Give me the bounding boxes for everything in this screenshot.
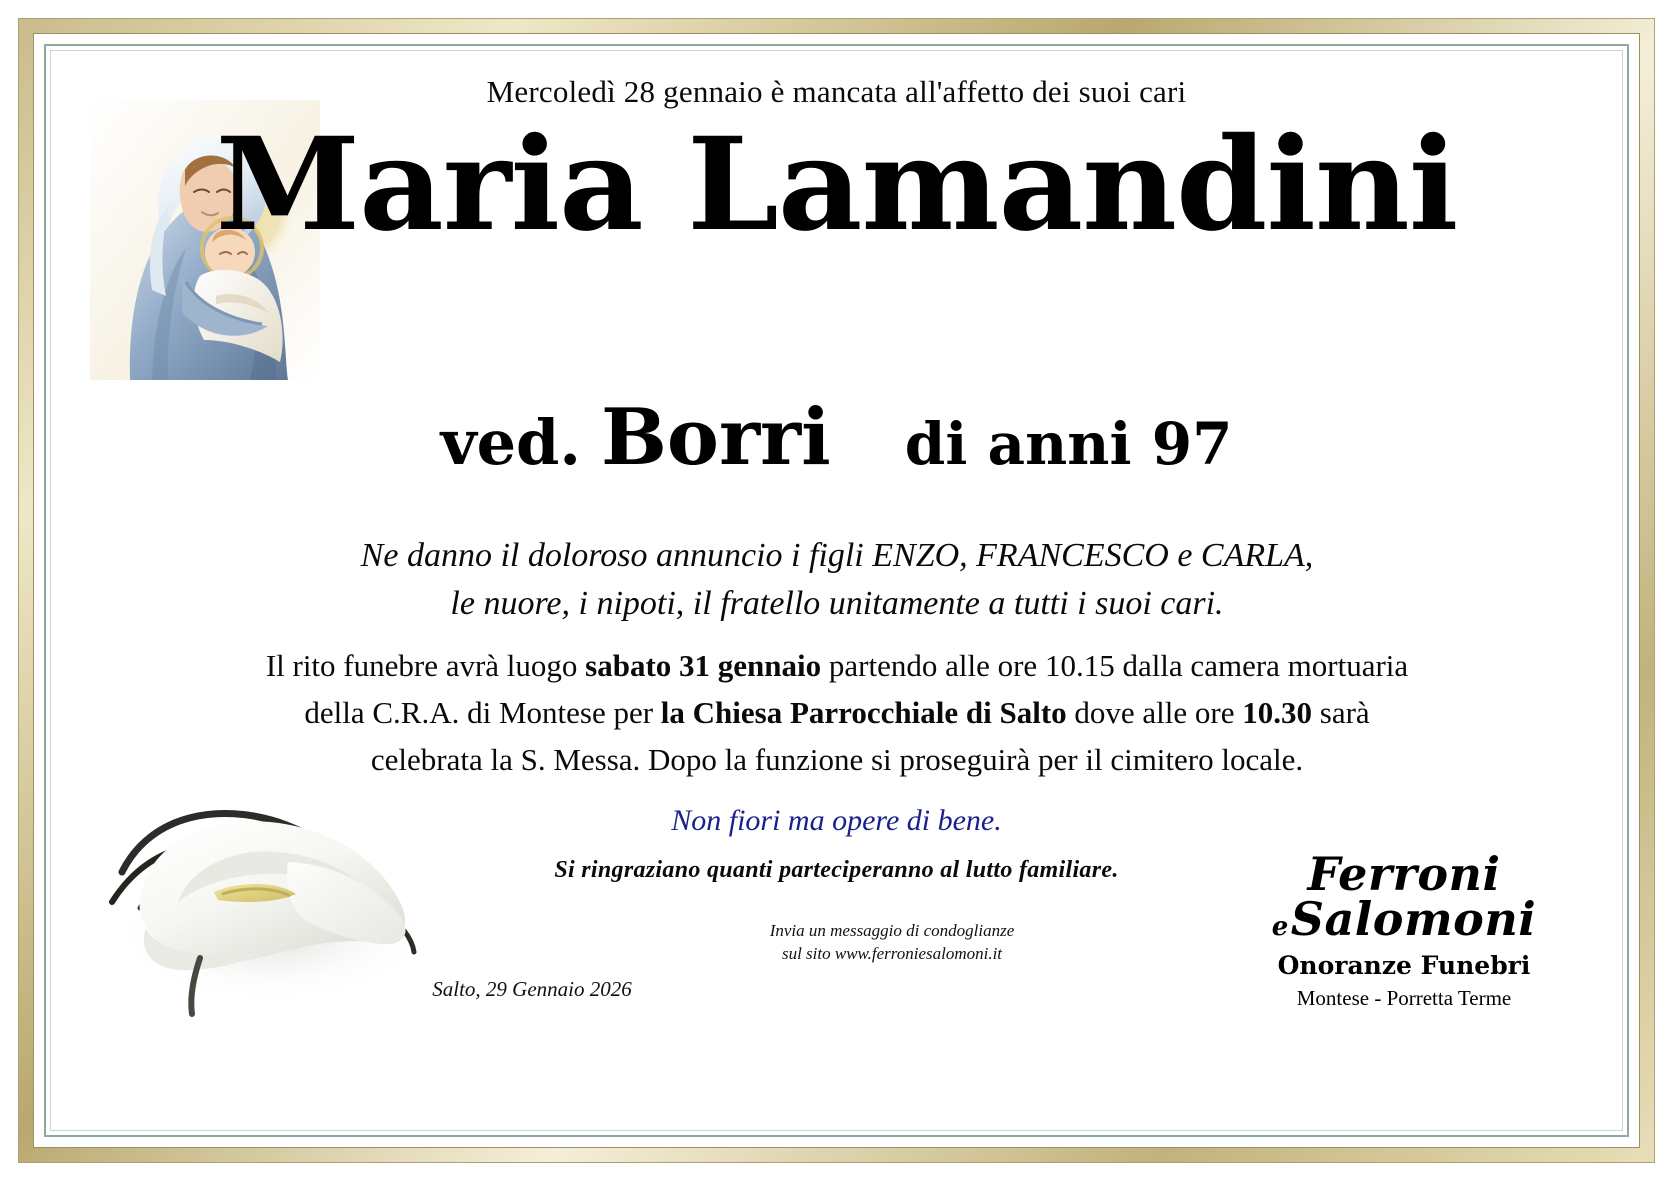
- place-and-date: Salto, 29 Gennaio 2026: [432, 977, 632, 1001]
- deceased-name: Maria Lamandini: [215, 110, 1458, 260]
- announcement-line-2: le nuore, i nipoti, il fratello unitamente a tutti i suoi cari.: [450, 585, 1224, 623]
- agency-subtitle: Onoranze Funebri: [1277, 951, 1531, 981]
- funeral-details-line-1: [152, 642, 1522, 689]
- rite-church: la Chiesa Parrocchiale di Salto: [660, 695, 1067, 731]
- rite-text-e: dove alle ore: [1066, 695, 1243, 731]
- rite-text-f: sarà: [1312, 695, 1370, 731]
- age-label: di anni 97: [904, 410, 1233, 478]
- rite-text-d: della C.R.A. di Montese per: [304, 695, 661, 731]
- agency-name-salomoni: Salomoni: [1290, 892, 1537, 947]
- married-surname: Borri: [601, 392, 831, 483]
- agency-name-line-2: [1239, 892, 1569, 947]
- funeral-agency-logo: [1239, 847, 1569, 1011]
- announcement-line-1: Ne danno il doloroso annuncio i figli ENZO, FRANCESCO e CARLA,: [360, 537, 1314, 574]
- agency-connector: e: [1271, 912, 1289, 943]
- rite-text-a: Il rito funebre avrà luogo: [265, 648, 586, 683]
- condolence-line-2: sul sito www.ferroniesalomoni.it: [781, 943, 1003, 963]
- funeral-details-line-2: [152, 689, 1522, 736]
- widow-label: ved.: [440, 406, 581, 479]
- announcement-text: [172, 532, 1502, 629]
- agency-towns: Montese - Porretta Terme: [1296, 986, 1512, 1011]
- no-flowers-note: Non fiori ma opere di bene.: [671, 804, 1002, 837]
- notice-content: [52, 52, 1621, 1129]
- thanks-note: Si ringraziano quanti parteciperanno al lutto familiare.: [554, 857, 1119, 883]
- agency-name-line-1: Ferroni: [1307, 847, 1501, 901]
- rite-date: sabato 31 gennaio: [585, 648, 822, 683]
- intro-line: Mercoledì 28 gennaio è mancata all'affetto dei suoi cari: [486, 74, 1187, 109]
- condolence-note: [612, 920, 1172, 966]
- funeral-details-line-3: celebrata la S. Messa. Dopo la funzione si proseguirà per il cimitero locale.: [370, 742, 1304, 778]
- rite-mass-time: 10.30: [1242, 695, 1312, 731]
- rite-text-c: partendo alle ore 10.15 dalla camera mortuaria: [821, 648, 1409, 683]
- surname-and-age-row: [52, 392, 1621, 483]
- funeral-details-text: [152, 642, 1522, 783]
- condolence-line-1: Invia un messaggio di condoglianze: [769, 921, 1015, 940]
